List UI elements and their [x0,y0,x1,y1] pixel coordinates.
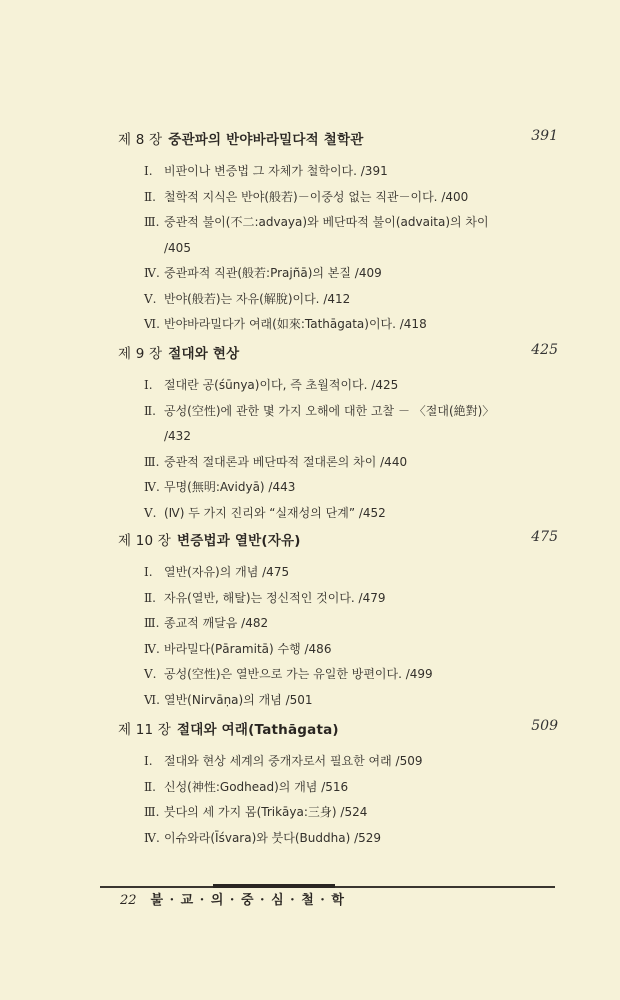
section-item [118,637,558,663]
chapter-name: 절대와 현상 [168,346,240,362]
chapter-title [118,346,239,362]
section-item [118,560,558,586]
section-text: 바라밀다(Pāramitā) 수행 /486 [164,641,332,656]
section-item [118,826,558,852]
section-page-continuation: /405 [164,240,191,255]
chapter-title [118,132,363,148]
chapter-name: 중관파의 반야바라밀다적 철학관 [168,132,364,148]
chapter-9 [118,342,558,526]
section-item [118,373,558,399]
roman-numeral: Ⅳ. [144,480,160,494]
section-text: 중관적 절대론과 베단따적 절대론의 차이 /440 [164,454,408,469]
roman-numeral: Ⅰ. [144,565,153,579]
section-item [118,611,558,637]
roman-numeral: Ⅵ. [144,692,160,707]
chapter-heading [118,128,558,152]
section-item [118,501,558,527]
section-item [118,662,558,688]
roman-numeral: Ⅳ. [144,641,160,656]
section-text: 자유(열반, 해탈)는 정신적인 것이다. /479 [164,590,386,605]
chapter-8 [118,128,558,338]
roman-numeral: Ⅳ. [144,266,160,280]
section-item [118,775,558,801]
section-text: 반야바라밀다가 여래(如來:Tathāgata)이다. /418 [164,317,427,331]
roman-numeral: Ⅱ. [144,779,156,794]
page-footer [120,889,345,908]
section-item [118,586,558,612]
roman-numeral: Ⅳ. [144,830,160,845]
chapter-page: 391 [531,128,558,144]
roman-numeral: Ⅱ. [144,189,156,204]
section-item [118,749,558,775]
roman-numeral: Ⅱ. [144,590,156,605]
section-text: 붓다의 세 가지 몸(Trikāya:三身) /524 [164,805,368,819]
chapter-heading [118,529,558,553]
footer-rule-accent [213,884,335,888]
section-text: 중관적 불이(不二:advaya)와 베단따적 불이(advaita)의 차이 [164,215,489,229]
section-item [118,159,558,185]
section-item [118,450,558,476]
section-text: 종교적 깨달음 /482 [164,616,269,630]
chapter-11 [118,718,558,851]
chapter-title [118,722,339,738]
roman-numeral: Ⅲ. [144,616,160,630]
chapter-page: 509 [531,718,558,734]
chapter-number: 제 9 장 [118,346,163,362]
chapter-title [118,533,301,549]
section-text: 열반(자유)의 개념 /475 [164,565,290,579]
section-text: 공성(空性)은 열반으로 가는 유일한 방편이다. /499 [164,667,433,681]
section-list [118,159,558,338]
section-text: 절대와 현상 세계의 중개자로서 필요한 여래 /509 [164,754,423,768]
roman-numeral: Ⅰ. [144,378,153,392]
section-text: 반야(般若)는 자유(解脫)이다. /412 [164,291,351,306]
section-text: 무명(無明:Avidyā) /443 [164,480,296,494]
section-item [118,261,558,287]
chapter-page: 475 [531,529,558,545]
section-list [118,749,558,851]
roman-numeral: Ⅱ. [144,403,156,418]
section-list [118,373,558,526]
section-item [118,800,558,826]
chapter-number: 제 8 장 [118,132,163,148]
section-item [118,312,558,338]
roman-numeral: Ⅴ. [144,291,157,306]
section-text: 이슈와라(Īśvara)와 붓다(Buddha) /529 [164,830,382,845]
chapter-heading [118,718,558,742]
roman-numeral: Ⅴ. [144,505,157,520]
chapter-number: 제 11 장 [118,722,172,738]
section-item [118,287,558,313]
section-text: 열반(Nirvāṇa)의 개념 /501 [164,692,313,707]
chapter-name: 절대와 여래(Tathāgata) [177,722,339,738]
roman-numeral: Ⅲ. [144,215,160,229]
section-page-continuation: /432 [164,429,191,443]
roman-numeral: Ⅲ. [144,805,160,819]
section-text: 중관파적 직관(般若:Prajñā)의 본질 /409 [164,266,382,280]
section-text: 비판이나 변증법 그 자체가 철학이다. /391 [164,164,388,178]
book-title: 불 · 교 · 의 · 중 · 심 · 철 · 학 [150,893,345,908]
section-item [118,210,558,261]
section-text: (Ⅳ) 두 가지 진리와 “실재성의 단계” /452 [164,505,386,520]
section-list [118,560,558,713]
chapter-10 [118,529,558,713]
roman-numeral: Ⅰ. [144,754,153,768]
chapter-heading [118,342,558,366]
roman-numeral: Ⅵ. [144,317,160,331]
page-number: 22 [120,893,137,908]
chapter-number: 제 10 장 [118,533,172,549]
chapter-page: 425 [531,342,558,358]
roman-numeral: Ⅲ. [144,454,160,469]
section-item [118,475,558,501]
roman-numeral: Ⅴ. [144,667,157,681]
section-item [118,688,558,714]
section-text: 신성(神性:Godhead)의 개념 /516 [164,779,349,794]
section-item [118,399,558,450]
section-text: 공성(空性)에 관한 몇 가지 오해에 대한 고찰 － 〈절대(絶對)〉 [164,403,495,418]
roman-numeral: Ⅰ. [144,164,153,178]
section-text: 절대란 공(śūnya)이다, 즉 초월적이다. /425 [164,378,399,392]
chapter-name: 변증법과 열반(자유) [177,533,301,549]
section-text: 철학적 지식은 반야(般若)－이중성 없는 직관－이다. /400 [164,189,469,204]
section-item [118,185,558,211]
